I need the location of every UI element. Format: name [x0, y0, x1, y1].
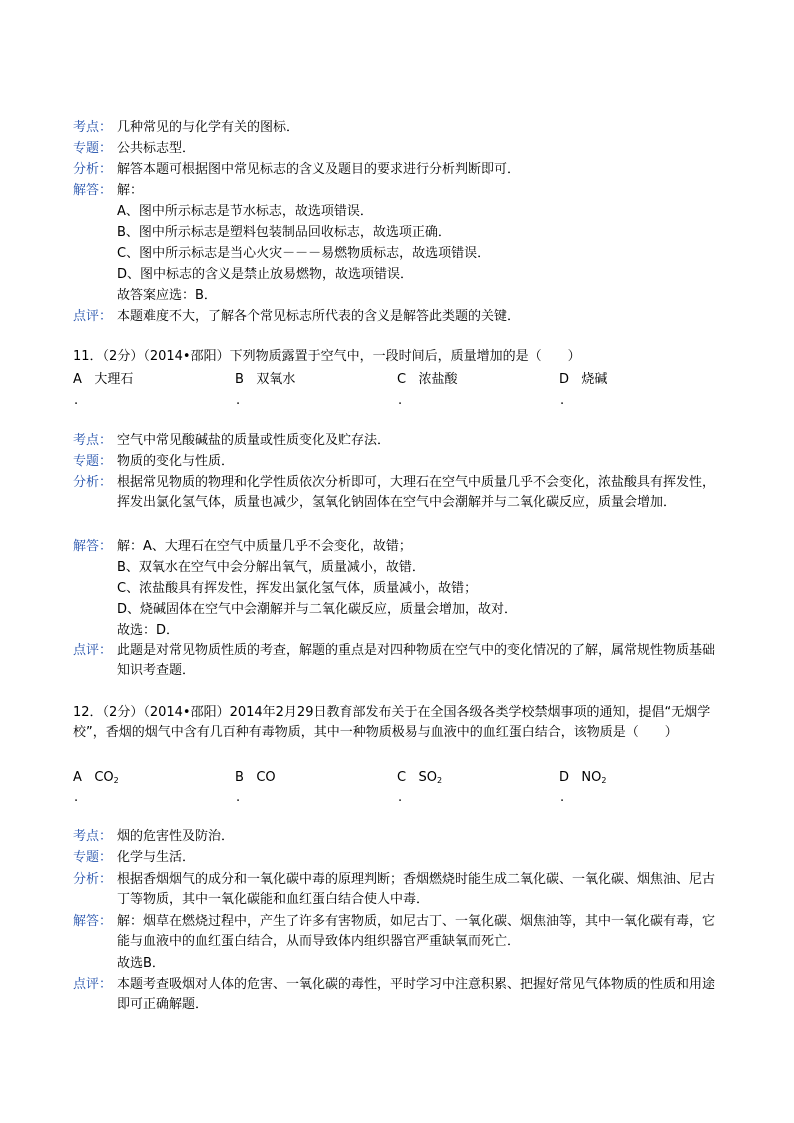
q12-stem: 12．（2分）（2014•邵阳）2014年2月29日教育部发布关于在全国各级各类学校禁烟事项的通知，提倡“无烟学校”，香烟的烟气中含有几百种有毒物质，其中一种物质极易与血液中的血红蛋白结合，该物质是（ ） [73, 705, 711, 740]
q10-answer-line: C、图中所示标志是当心火灾－－－易燃物质标志，故选项错误． [117, 246, 491, 261]
dianping-label: 点评： [73, 309, 113, 324]
fenxi-label: 分析： [73, 162, 113, 177]
option-letter: D [559, 372, 570, 387]
option-letter: A [73, 372, 82, 387]
q10-kaodian-text: 几种常见的与化学有关的图标． [117, 120, 300, 135]
q11-answer-line: C、浓盐酸具有挥发性，挥发出氯化氢气体，质量减小，故错； [117, 581, 478, 596]
option-letter: D [559, 770, 570, 785]
q11-fenxi-text: 根据常见物质的物理和化学性质依次分析即可，大理石在空气中质量几乎不会变化，浓盐酸具有挥发性，挥发出氯化氢气体，质量也减少，氢氧化钠固体在空气中会潮解并与二氧化碳反应，质量会增加． [117, 475, 716, 510]
q10-fenxi-row [73, 160, 733, 180]
q12-zhuanti-row [73, 848, 733, 868]
q11-dianping-text: 此题是对常见物质性质的考查，解题的重点是对四种物质在空气中的变化情况的了解，属常规性物质基础知识考查题． [117, 643, 716, 678]
option-letter: B [235, 372, 244, 387]
option-dot: . [560, 790, 565, 805]
option-dot: . [560, 393, 565, 408]
q11-kaodian-text: 空气中常见酸碱盐的质量或性质变化及贮存法． [117, 433, 391, 448]
option-text: 大理石 [94, 372, 134, 387]
q12-kaodian-row [73, 827, 733, 847]
q12-option-d [559, 768, 606, 791]
fenxi-label: 分析： [73, 872, 113, 887]
q11-jie-text: 解：A、大理石在空气中质量几乎不会变化，故错； [117, 539, 412, 554]
option-dot: . [236, 393, 241, 408]
zhuanti-label: 专题： [73, 850, 113, 865]
q12-zhuanti-text: 化学与生活． [117, 850, 196, 865]
q11-zhuanti-text: 物质的变化与性质． [117, 454, 235, 469]
option-letter: C [397, 770, 407, 785]
option-dot: . [74, 393, 79, 408]
option-letter: B [235, 770, 244, 785]
q11-stem: 11．（2分）（2014•邵阳）下列物质露置于空气中，一段时间后，质量增加的是（ ） [73, 349, 581, 364]
option-dot: . [398, 393, 403, 408]
jieda-label: 解答： [73, 539, 113, 554]
q11-option-a [73, 370, 133, 390]
q10-fenxi-text: 解答本题可根据图中常见标志的含义及题目的要求进行分析判断即可． [117, 162, 521, 177]
option-dot: . [74, 790, 79, 805]
dianping-label: 点评： [73, 643, 113, 658]
q11-option-d [559, 370, 607, 390]
q11-jieda-row [73, 537, 733, 557]
q11-kaodian-row [73, 431, 733, 451]
q10-dianping-row [73, 307, 733, 327]
jieda-label: 解答： [73, 914, 113, 929]
option-text: 浓盐酸 [418, 372, 458, 387]
kaodian-label: 考点： [73, 433, 113, 448]
kaodian-label: 考点： [73, 120, 113, 135]
option-text: CO [94, 770, 114, 785]
dianping-label: 点评： [73, 977, 113, 992]
option-subscript: 2 [113, 776, 119, 785]
q12-answer-line: 故选B． [117, 956, 165, 971]
q10-answer-line: D、图中标志的含义是禁止放易燃物，故选项错误． [117, 267, 414, 282]
q12-option-a [73, 768, 119, 791]
option-dot: . [236, 790, 241, 805]
q11-option-c [397, 370, 458, 390]
kaodian-label: 考点： [73, 829, 113, 844]
q10-kaodian-row [73, 118, 733, 138]
zhuanti-label: 专题： [73, 454, 113, 469]
q10-dianping-text: 本题难度不大，了解各个常见标志所代表的含义是解答此类题的关键． [117, 309, 521, 324]
option-letter: A [73, 770, 82, 785]
q10-answer-line: B、图中所示标志是塑料包装制品回收标志，故选项正确． [117, 225, 451, 240]
q11-answer-line: D、烧碱固体在空气中会潮解并与二氧化碳反应，质量会增加，故对． [117, 602, 518, 617]
q12-option-b [235, 768, 276, 791]
q11-answer-line: 故选：D． [117, 623, 180, 638]
option-text: 双氧水 [256, 372, 296, 387]
q11-answer-line: B、双氧水在空气中会分解出氧气，质量减小，故错． [117, 560, 425, 575]
zhuanti-label: 专题： [73, 141, 113, 156]
option-text: NO [581, 770, 602, 785]
q10-zhuanti-text: 公共标志型． [117, 141, 196, 156]
q10-zhuanti-row [73, 139, 733, 159]
option-dot: . [398, 790, 403, 805]
q12-fenxi-text: 根据香烟烟气的成分和一氧化碳中毒的原理判断；香烟燃烧时能生成二氧化碳、一氧化碳、烟焦油、尼古丁等物质，其中一氧化碳能和血红蛋白结合使人中毒． [117, 872, 716, 907]
option-letter: C [397, 372, 407, 387]
fenxi-label: 分析： [73, 475, 113, 490]
option-text: 烧碱 [581, 372, 608, 387]
q10-jie-text: 解： [117, 183, 144, 198]
q10-jieda-row [73, 181, 733, 201]
option-text: CO [256, 770, 276, 785]
q12-kaodian-text: 烟的危害性及防治． [117, 829, 235, 844]
q11-option-b [235, 370, 295, 390]
q11-zhuanti-row [73, 452, 733, 472]
q12-option-c [397, 768, 442, 791]
option-subscript: 2 [436, 776, 443, 785]
option-subscript: 2 [601, 776, 607, 785]
option-text: SO [418, 770, 437, 785]
q12-jie-text: 解：烟草在燃烧过程中，产生了许多有害物质，如尼古丁、一氧化碳、烟焦油等，其中一氧化碳有毒，它能与血液中的血红蛋白结合，从而导致体内组织器官严重缺氧而死亡． [117, 914, 716, 949]
q10-answer-line: 故答案应选：B． [117, 288, 217, 303]
q10-answer-line: A、图中所示标志是节水标志，故选项错误． [117, 204, 373, 219]
jieda-label: 解答： [73, 183, 113, 198]
q12-dianping-text: 本题考查吸烟对人体的危害、一氧化碳的毒性，平时学习中注意积累、把握好常见气体物质的性质和用途即可正确解题． [117, 977, 716, 1012]
